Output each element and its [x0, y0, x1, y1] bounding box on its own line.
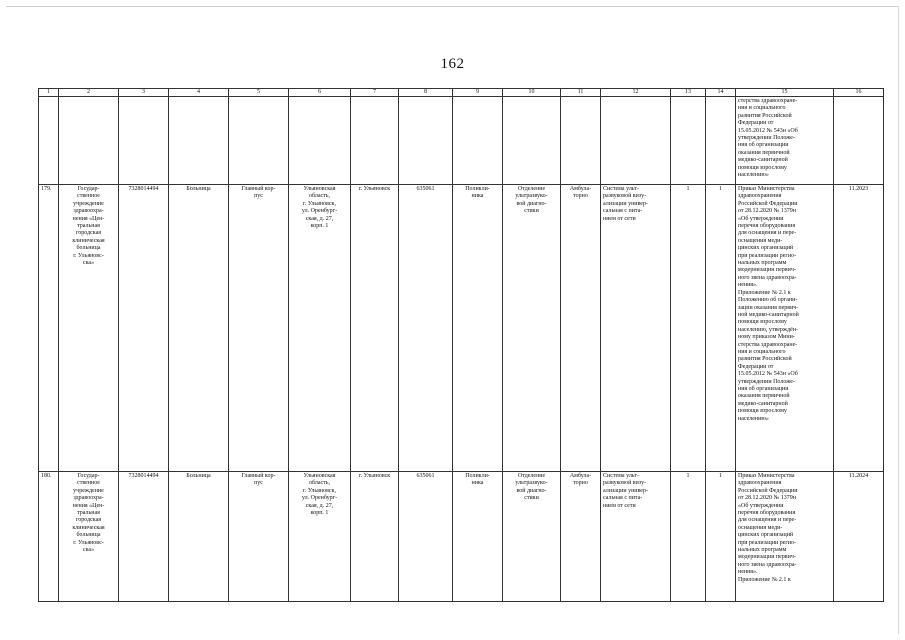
register-table	[38, 88, 884, 602]
table-row	[39, 185, 884, 472]
col-header: 6	[289, 89, 351, 97]
cell	[59, 97, 119, 185]
col-header: 13	[671, 89, 706, 97]
cell-qty: 1	[671, 185, 706, 472]
cell-city: г. Ульяновск	[351, 185, 399, 472]
col-header: 5	[229, 89, 289, 97]
cell-num: 179.	[39, 185, 59, 472]
col-header: 11	[561, 89, 601, 97]
cell-basis: Приказ Министерства здравоохранения Российской Федерации от 28.12.2020 № 1379н «Об утверждении перечня оборудования для оснащения и пере- оснащения меди- цинских организаций при реализации регио- нальных программ модернизации первич- ного звена здравоохра- нения». Приложение № 2.1 к Положению об органи- зации оказания первич- ной медико-санитарной помощи взрослому населению, утверждён- ному приказом Мини- стерства здравоохране- ния и социального развития Российской Федерации от 15.05.2012 № 543н «Об утверждении Положе- ния об организации оказания первичной медико-санитарной помощи взрослому населению»	[736, 185, 834, 472]
cell-code: 635061	[399, 185, 453, 472]
cell	[289, 97, 351, 185]
cell	[834, 97, 884, 185]
cell-type: Больница	[169, 472, 229, 602]
table-row	[39, 472, 884, 602]
cell-city: г. Ульяновск	[351, 472, 399, 602]
col-header: 4	[169, 89, 229, 97]
cell	[119, 97, 169, 185]
cell	[561, 97, 601, 185]
cell-basis: Приказ Министерства здравоохранения Российской Федерации от 28.12.2020 № 1379н «Об утверждении перечня оборудования для оснащения и пере- оснащения меди- цинских организаций при реализации регио- нальных программ модернизации первич- ного звена здравоохра- нения». Приложение № 2.1 к	[736, 472, 834, 602]
cell	[601, 97, 671, 185]
col-header: 14	[706, 89, 736, 97]
cell-dept: Отделение ультразвуко- вой диагно- стики	[503, 472, 561, 602]
col-header: 12	[601, 89, 671, 97]
cell-dept: Отделение ультразвуко- вой диагно- стики	[503, 185, 561, 472]
col-header: 2	[59, 89, 119, 97]
col-header: 7	[351, 89, 399, 97]
cell	[671, 97, 706, 185]
cell-care: Амбула- торно	[561, 472, 601, 602]
col-header: 16	[834, 89, 884, 97]
cell	[351, 97, 399, 185]
cell	[503, 97, 561, 185]
cell-qty: 1	[706, 472, 736, 602]
cell-org: Государ- ственное учреждение здравоохра- нения «Цен- тральная городская клиническая больница г. Ульяновс- ска»	[59, 472, 119, 602]
cell-code: 635061	[399, 472, 453, 602]
cell-qty: 1	[706, 185, 736, 472]
cell	[229, 97, 289, 185]
cell-org: Государ- ственное учреждение здравоохра- нения «Цен- тральная городская клиническая больница г. Ульяновс- ска»	[59, 185, 119, 472]
cell-building: Главный кор- пус	[229, 472, 289, 602]
cell-date: 11.2024	[834, 472, 884, 602]
cell-num: 180.	[39, 472, 59, 602]
cell-qty: 1	[671, 472, 706, 602]
col-header: 8	[399, 89, 453, 97]
cell-inn: 7328014494	[119, 185, 169, 472]
col-header: 1	[39, 89, 59, 97]
cell-inn: 7328014494	[119, 472, 169, 602]
cell-building: Главный кор- пус	[229, 185, 289, 472]
cell-type: Больница	[169, 185, 229, 472]
cell	[169, 97, 229, 185]
cell-basis: стерства здравоохране- ния и социального развития Российской Федерации от 15.05.2012 № 543н «Об утверждении Положе- ния об организации оказания первичной медико-санитарной помощи взрослому населению»	[736, 97, 834, 185]
cell-care: Амбула- торно	[561, 185, 601, 472]
continuation-row	[39, 97, 884, 185]
page-number: 162	[440, 56, 465, 72]
col-header: 10	[503, 89, 561, 97]
col-header: 15	[736, 89, 834, 97]
column-number-row	[39, 89, 884, 97]
cell	[39, 97, 59, 185]
col-header: 3	[119, 89, 169, 97]
cell-unit: Поликли- ника	[453, 185, 503, 472]
cell	[399, 97, 453, 185]
cell-equipment: Система ульт- развуковой визу- ализации универ- сальная с пита- нием от сети	[601, 472, 671, 602]
cell-equipment: Система ульт- развуковой визу- ализации универ- сальная с пита- нием от сети	[601, 185, 671, 472]
col-header: 9	[453, 89, 503, 97]
cell-date: 11.2023	[834, 185, 884, 472]
cell	[453, 97, 503, 185]
cell-address: Ульяновская область, г. Ульяновск, ул. Оренбург- ская, д. 27, корп. 1	[289, 185, 351, 472]
cell-address: Ульяновская область, г. Ульяновск, ул. Оренбург- ская, д. 27, корп. 1	[289, 472, 351, 602]
cell-unit: Поликли- ника	[453, 472, 503, 602]
cell	[706, 97, 736, 185]
